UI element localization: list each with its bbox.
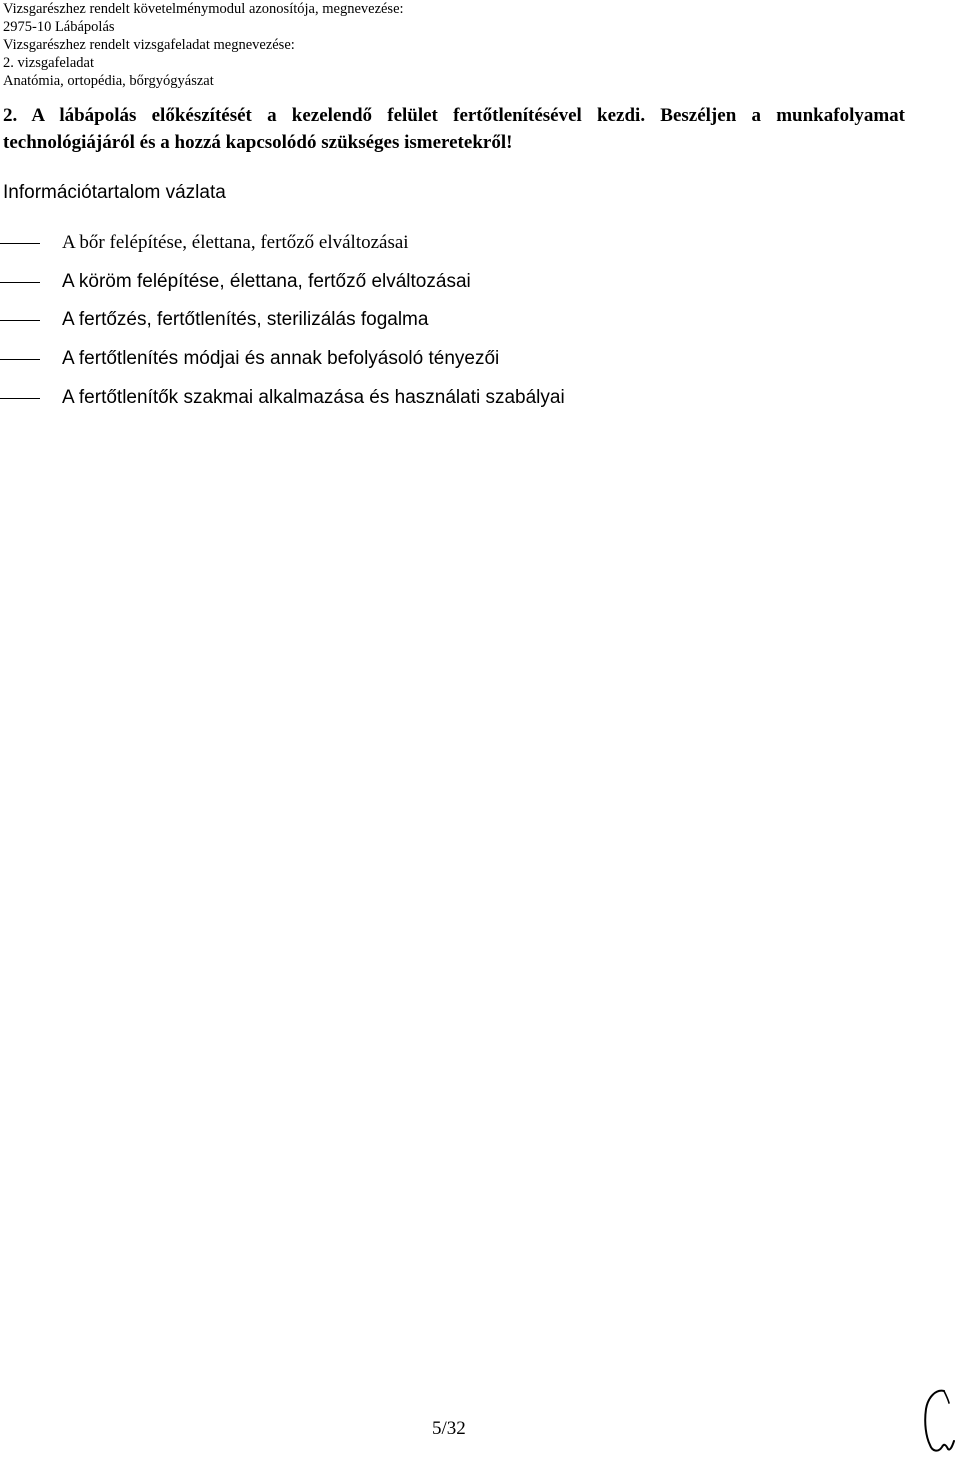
outline-item (0, 230, 900, 269)
task-label: Vizsgarészhez rendelt vizsgafeladat megnevezése: (3, 37, 295, 53)
dash-bullet-icon (0, 398, 40, 399)
document-header (3, 0, 943, 90)
task-statement: 2. A lábápolás előkészítését a kezelendő felület fertőtlenítésével kezdi. Beszéljen a munkafolyamat technológiájáról és a hozzá kapcsolódó szükséges ismeretekről! (3, 105, 905, 153)
outline-list (0, 230, 900, 423)
subject: Anatómia, ortopédia, bőrgyógyászat (3, 73, 214, 89)
outline-item-text: A fertőzés, fertőtlenítés, sterilizálás fogalma (62, 309, 429, 331)
outline-item-text: A bőr felépítése, élettana, fertőző elváltozásai (62, 232, 409, 253)
outline-item-text: A köröm felépítése, élettana, fertőző elváltozásai (62, 270, 471, 292)
module-value: 2975-10 Lábápolás (3, 19, 115, 35)
signature-icon (920, 1385, 956, 1457)
dash-bullet-icon (0, 359, 40, 360)
page-number: 5/32 (432, 1418, 466, 1439)
outline-item-text: A fertőtlenítők szakmai alkalmazása és használati szabályai (62, 386, 565, 408)
outline-heading: Információtartalom vázlata (3, 182, 226, 203)
dash-bullet-icon (0, 243, 40, 244)
outline-item (0, 269, 900, 308)
outline-item-text: A fertőtlenítés módjai és annak befolyásoló tényezői (62, 348, 500, 370)
task-value: 2. vizsgafeladat (3, 55, 94, 71)
outline-item (0, 385, 900, 424)
dash-bullet-icon (0, 320, 40, 321)
outline-item (0, 307, 900, 346)
dash-bullet-icon (0, 282, 40, 283)
outline-item (0, 346, 900, 385)
module-label: Vizsgarészhez rendelt követelménymodul azonosítója, megnevezése: (3, 1, 404, 17)
